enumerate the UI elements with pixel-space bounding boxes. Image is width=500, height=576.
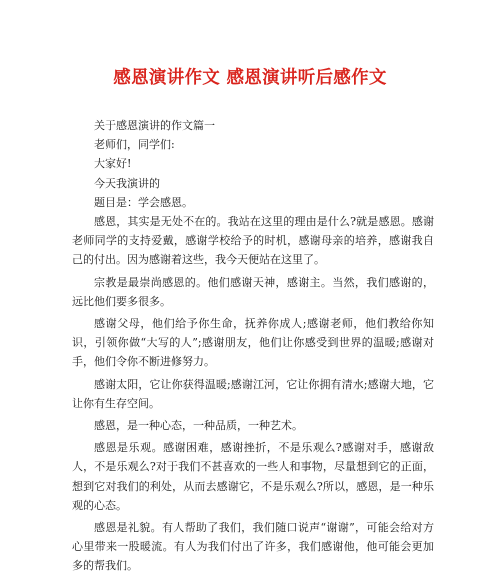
document-title: 感恩演讲作文 感恩演讲听后感作文 bbox=[113, 68, 387, 88]
body-paragraph: 感恩，是一种心态，一种品质，一种艺术。 bbox=[94, 419, 303, 433]
body-paragraph: 感谢父母，他们给予你生命，抚养你成人;感谢老师，他们教给你知识，引领你做“大写的人”;感谢朋友，他们让你感受到世界的温暖;感谢对手，他们令你不断进修努力。 bbox=[72, 317, 434, 369]
greeting-paragraph: 大家好! bbox=[94, 157, 132, 171]
body-paragraph: 感恩是礼貌。有人帮助了我们，我们随口说声“谢谢”，可能会给对方心里带来一股暖流。有人为我们付出了许多，我们感谢他，他可能会更加多的帮我们。 bbox=[72, 521, 434, 573]
intro-paragraph: 今天我演讲的 bbox=[94, 176, 160, 190]
salutation-paragraph: 老师们，同学们: bbox=[94, 138, 175, 152]
document-body bbox=[72, 116, 434, 576]
body-paragraph: 感谢太阳，它让你获得温暖;感谢江河，它让你拥有清水;感谢大地，它让你有生存空间。 bbox=[72, 377, 434, 410]
body-paragraph: 感恩，其实是无处不在的。我站在这里的理由是什么?就是感恩。感谢老师同学的支持爱戴，感谢学校给予的时机，感谢母亲的培养，感谢我自己的付出。因为感谢着这些，我今天便站在这里了。 bbox=[72, 215, 434, 267]
body-paragraph: 感恩是乐观。感谢困难，感谢挫折，不是乐观么?感谢对手，感谢敌人，不是乐观么?对于我们不甚喜欢的一些人和事物，尽量想到它的正面，想到它对我们的利处，从而去感谢它，不是乐观么?所以，感恩，是一种乐观的心态。 bbox=[72, 441, 434, 512]
topic-paragraph: 题目是：学会感恩。 bbox=[94, 195, 193, 209]
subtitle-paragraph: 关于感恩演讲的作文篇一 bbox=[94, 119, 215, 132]
body-paragraph: 宗教是最崇尚感恩的。他们感谢天神，感谢主。当然，我们感谢的，远比他们要多很多。 bbox=[72, 275, 434, 308]
